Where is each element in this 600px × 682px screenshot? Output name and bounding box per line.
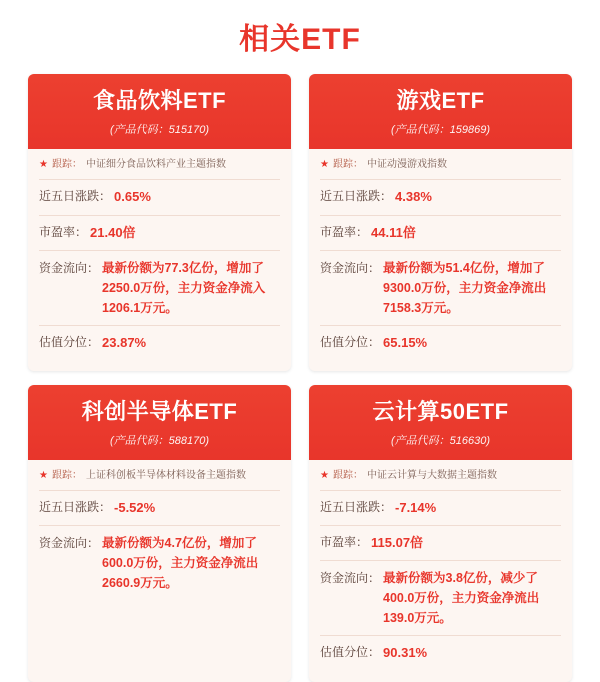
pe-value: 115.07倍: [371, 535, 424, 551]
etf-card[interactable]: [28, 74, 291, 371]
fund-flow-row: [39, 251, 280, 326]
change-5d-row: [39, 491, 280, 526]
change-5d-label: 近五日涨跌：: [39, 189, 112, 204]
etf-card-body: [28, 149, 291, 370]
star-icon: ★: [320, 159, 329, 171]
valuation-label: 估值分位：: [320, 645, 381, 660]
valuation-value: 23.87%: [102, 334, 147, 350]
change-5d-row: [39, 180, 280, 215]
pe-label: 市盈率：: [320, 224, 369, 239]
valuation-value: 65.15%: [383, 334, 428, 350]
etf-card-header: [309, 74, 572, 149]
change-5d-value: 4.38%: [395, 189, 432, 205]
etf-code: (产品代码：588170): [109, 435, 210, 448]
etf-code: (产品代码：516630): [390, 435, 491, 448]
fund-flow-label: 资金流向：: [39, 536, 100, 551]
valuation-label: 估值分位：: [39, 334, 100, 349]
change-5d-label: 近五日涨跌：: [39, 500, 112, 515]
fund-flow-row: [39, 526, 280, 600]
fund-flow-value: 最新份额为77.3亿份，增加了2250.0万份，主力资金净流入1206.1万元。: [102, 260, 266, 315]
change-5d-row: [320, 180, 561, 215]
valuation-label: 估值分位：: [320, 334, 381, 349]
track-label: 跟踪：: [332, 159, 363, 171]
etf-card-body: [28, 460, 291, 611]
track-row: [320, 469, 561, 491]
etf-card-body: [309, 149, 572, 370]
valuation-row: [39, 326, 280, 360]
pe-row: [320, 216, 561, 251]
track-label: 跟踪：: [332, 470, 363, 482]
track-label: 跟踪：: [51, 470, 82, 482]
fund-flow-row: [320, 251, 561, 326]
track-row: [39, 158, 280, 180]
etf-card-header: [309, 385, 572, 460]
etf-name: 游戏ETF: [396, 88, 485, 113]
pe-label: 市盈率：: [320, 535, 369, 550]
fund-flow-row: [320, 561, 561, 636]
star-icon: ★: [39, 159, 48, 171]
track-value: 中证动漫游戏指数: [366, 159, 447, 171]
etf-name: 食品饮料ETF: [92, 88, 227, 113]
star-icon: ★: [39, 470, 48, 482]
track-row: [320, 158, 561, 180]
etf-code: (产品代码：159869): [390, 124, 491, 137]
etf-card-body: [309, 460, 572, 681]
etf-card-grid: [0, 74, 600, 682]
fund-flow-label: 资金流向：: [39, 260, 100, 275]
valuation-row: [320, 326, 561, 360]
fund-flow-value: 最新份额为4.7亿份，增加了600.0万份，主力资金净流出2660.9万元。: [102, 536, 259, 591]
pe-label: 市盈率：: [39, 224, 88, 239]
change-5d-value: 0.65%: [114, 189, 151, 205]
change-5d-label: 近五日涨跌：: [320, 189, 393, 204]
change-5d-value: -5.52%: [114, 500, 156, 516]
page-title: 相关ETF: [239, 23, 361, 56]
fund-flow-value: 最新份额为3.8亿份，减少了400.0万份，主力资金净流出139.0万元。: [383, 571, 540, 626]
etf-card-header: [28, 74, 291, 149]
track-value: 中证云计算与大数据主题指数: [366, 470, 497, 482]
fund-flow-value: 最新份额为51.4亿份，增加了9300.0万份，主力资金净流出7158.3万元。: [383, 260, 547, 315]
star-icon: ★: [320, 470, 329, 482]
change-5d-value: -7.14%: [395, 500, 437, 516]
track-value: 中证细分食品饮料产业主题指数: [85, 159, 226, 171]
track-row: [39, 469, 280, 491]
etf-code: (产品代码：515170): [109, 124, 210, 137]
change-5d-row: [320, 491, 561, 526]
etf-card[interactable]: [309, 74, 572, 371]
fund-flow-label: 资金流向：: [320, 260, 381, 275]
valuation-value: 90.31%: [383, 645, 428, 661]
change-5d-label: 近五日涨跌：: [320, 500, 393, 515]
pe-row: [39, 216, 280, 251]
pe-value: 44.11倍: [371, 224, 416, 240]
valuation-row: [320, 636, 561, 670]
etf-card[interactable]: [28, 385, 291, 682]
pe-row: [320, 526, 561, 561]
etf-card-header: [28, 385, 291, 460]
pe-value: 21.40倍: [90, 224, 136, 240]
track-value: 上证科创板半导体材料设备主题指数: [85, 470, 246, 482]
track-label: 跟踪：: [51, 159, 82, 171]
fund-flow-label: 资金流向：: [320, 571, 381, 586]
etf-name: 云计算50ETF: [372, 398, 509, 424]
etf-card[interactable]: [309, 385, 572, 682]
etf-name: 科创半导体ETF: [81, 398, 238, 424]
